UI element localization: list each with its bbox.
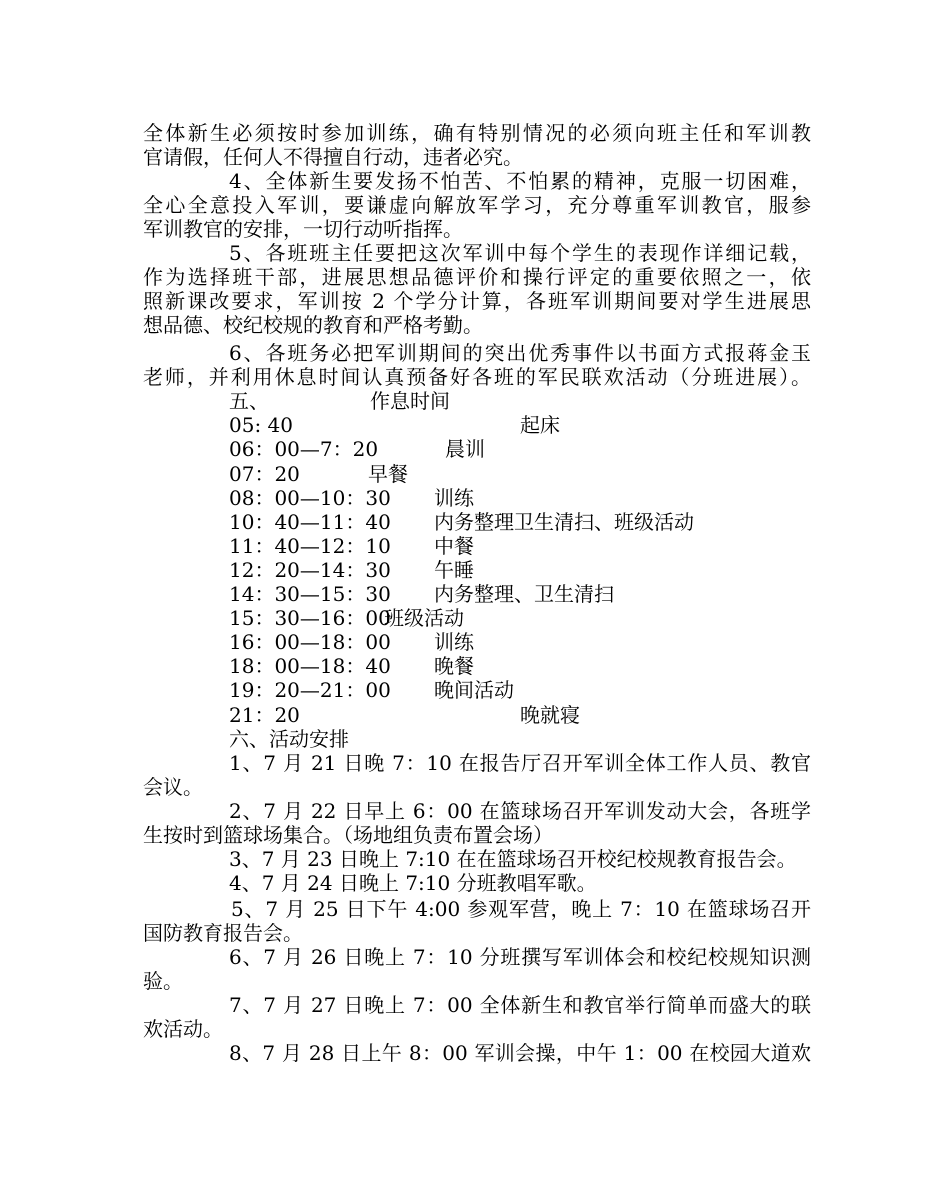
schedule-label: 训练 xyxy=(434,486,474,510)
paragraph-line: 老师，并利用休息时间认真预备好各班的军民联欢活动（分班进展）。 xyxy=(143,365,811,389)
paragraph-line: 生按时到篮球场集合。（场地组负责布置会场） xyxy=(143,823,553,847)
paragraph-line: 官请假，任何人不得擅自行动，违者必究。 xyxy=(143,145,523,169)
paragraph-line: 4、全体新生要发扬不怕苦、不怕累的精神，克服一切困难， xyxy=(229,169,811,193)
paragraph-line: 6、各班务必把军训期间的突出优秀事件以书面方式报蒋金玉 xyxy=(229,341,811,365)
paragraph-line: 5、各班班主任要把这次军训中每个学生的表现作详细记载， xyxy=(229,241,811,265)
schedule-label: 起床 xyxy=(520,413,560,437)
schedule-time: 15：30—16：00 xyxy=(229,606,391,630)
paragraph-line: 国防教育报告会。 xyxy=(143,921,303,945)
schedule-label: 晚就寝 xyxy=(520,703,580,727)
schedule-time: 11：40—12：10 xyxy=(229,534,391,558)
schedule-label: 内务整理、卫生清扫 xyxy=(434,582,614,606)
schedule-label: 午睡 xyxy=(434,558,474,582)
schedule-time: 12：20—14：30 xyxy=(229,558,391,582)
schedule-label: 中餐 xyxy=(434,534,474,558)
schedule-time: 05: 40 xyxy=(229,413,293,437)
schedule-time: 18：00—18：40 xyxy=(229,654,391,678)
paragraph-line: 欢活动。 xyxy=(143,1017,223,1041)
schedule-label: 班级活动 xyxy=(384,606,464,630)
paragraph-line: 7、7 月 27 日晚上 7：00 全体新生和教官举行简单而盛大的联 xyxy=(229,993,811,1017)
paragraph-line: 3、7 月 23 日晚上 7:10 在在篮球场召开校纪校规教育报告会。 xyxy=(229,847,797,871)
paragraph-line: 全心全意投入军训，要谦虚向解放军学习，充分尊重军训教官，服参 xyxy=(143,193,811,217)
schedule-time: 07：20 xyxy=(229,462,300,486)
schedule-time: 21：20 xyxy=(229,703,300,727)
paragraph-line: 1、7 月 21 日晚 7：10 在报告厅召开军训全体工作人员、教官 xyxy=(229,751,811,775)
paragraph-line: 验。 xyxy=(143,969,183,993)
paragraph-line: 作为选择班干部，进展思想品德评价和操行评定的重要依照之一，依 xyxy=(143,265,811,289)
schedule-time: 10：40—11：40 xyxy=(229,510,391,534)
schedule-label: 晚餐 xyxy=(434,654,474,678)
section-heading: 六、活动安排 xyxy=(229,727,349,751)
paragraph-line: 想品德、校纪校规的教育和严格考勤。 xyxy=(143,313,483,337)
schedule-time: 16：00—18：00 xyxy=(229,630,391,654)
paragraph-line: 会议。 xyxy=(143,775,203,799)
schedule-time: 19：20—21：00 xyxy=(229,678,391,702)
schedule-time: 06：00—7：20 xyxy=(229,437,379,461)
schedule-label: 早餐 xyxy=(368,462,408,486)
schedule-time: 08：00—10：30 xyxy=(229,486,391,510)
paragraph-line: 8、7 月 28 日上午 8：00 军训会操，中午 1：00 在校园大道欢 xyxy=(229,1041,811,1065)
paragraph-line: 4、7 月 24 日晚上 7:10 分班教唱军歌。 xyxy=(229,871,597,895)
paragraph-line: 照新课改要求，军训按 2 个学分计算，各班军训期间要对学生进展思 xyxy=(143,289,811,313)
section-heading: 作息时间 xyxy=(370,389,450,413)
schedule-time: 14：30—15：30 xyxy=(229,582,391,606)
schedule-label: 晚间活动 xyxy=(434,678,514,702)
paragraph-line: 6、7 月 26 日晚上 7：10 分班撰写军训体会和校纪校规知识测 xyxy=(229,945,811,969)
paragraph-line: 2、7 月 22 日早上 6：00 在篮球场召开军训发动大会，各班学 xyxy=(229,799,811,823)
schedule-label: 训练 xyxy=(434,630,474,654)
schedule-label: 内务整理卫生清扫、班级活动 xyxy=(434,510,694,534)
paragraph-line: 全体新生必须按时参加训练，确有特别情况的必须向班主任和军训教 xyxy=(143,121,811,145)
schedule-label: 晨训 xyxy=(445,437,485,461)
paragraph-line: 军训教官的安排，一切行动听指挥。 xyxy=(143,217,463,241)
section-heading-number: 五、 xyxy=(229,389,269,413)
paragraph-line: 5、7 月 25 日下午 4:00 参观军营，晚上 7：10 在篮球场召开 xyxy=(231,897,811,921)
